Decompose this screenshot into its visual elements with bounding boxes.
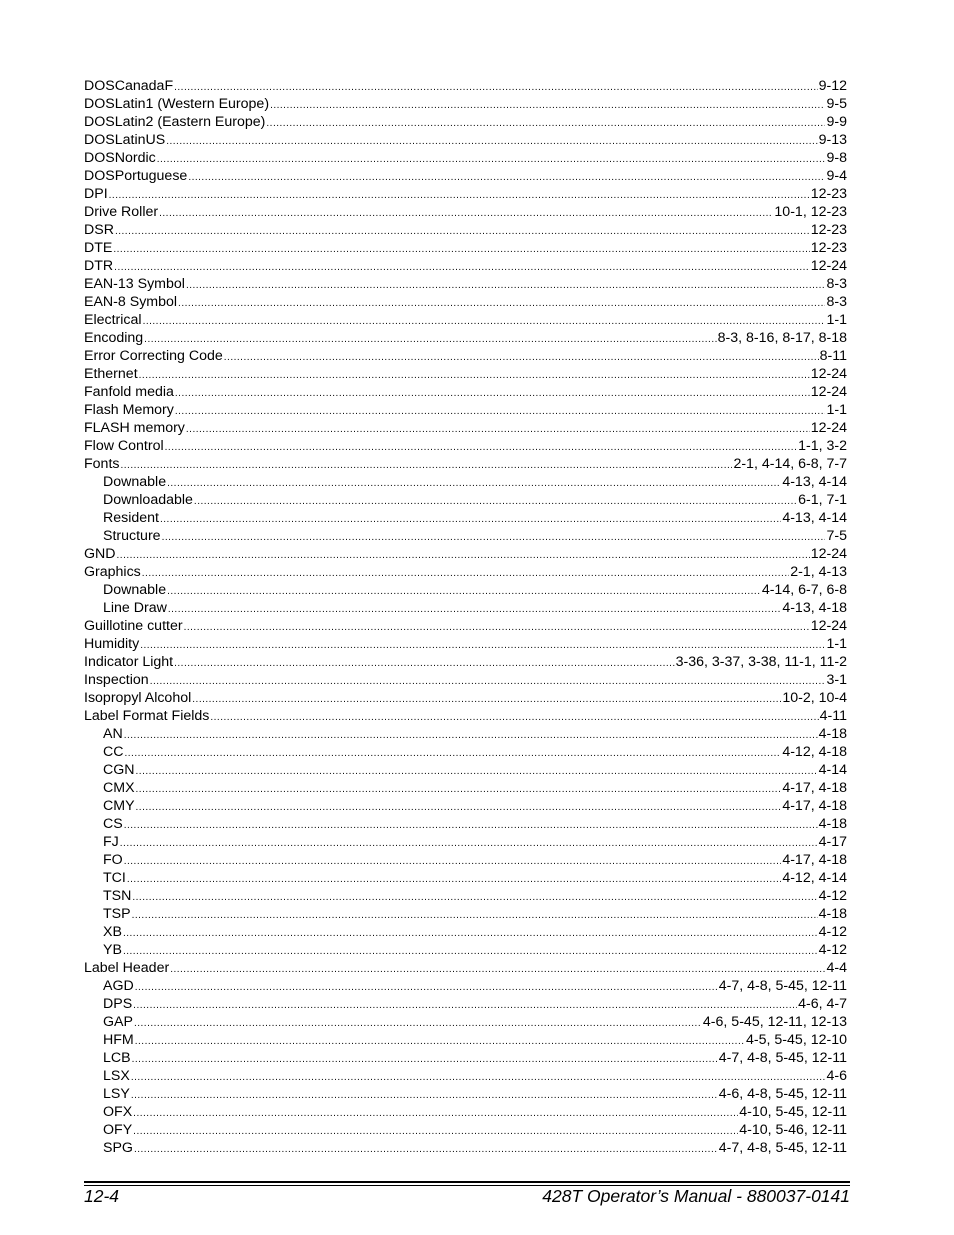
index-term: DOSNordic <box>84 150 156 166</box>
dot-leader <box>167 583 761 599</box>
dot-leader <box>117 547 810 563</box>
index-entry <box>84 239 847 257</box>
index-page-refs: 4-6, 4-7 <box>798 996 847 1012</box>
index-term: YB <box>103 942 122 958</box>
dot-leader <box>123 943 818 959</box>
index-entry <box>84 635 847 653</box>
index-subentry <box>84 797 847 815</box>
index-page-refs: 9-13 <box>818 132 847 148</box>
index-term: CGN <box>103 762 135 778</box>
dot-leader <box>133 997 797 1013</box>
dot-leader <box>175 403 826 419</box>
index-page-refs: 12-24 <box>810 618 847 634</box>
dot-leader <box>194 493 797 509</box>
index-entry <box>84 149 847 167</box>
index-entry <box>84 401 847 419</box>
index-term: DOSLatinUS <box>84 132 166 148</box>
index-page-refs: 12-24 <box>810 420 847 436</box>
index-entry <box>84 167 847 185</box>
index-entry <box>84 257 847 275</box>
index-page-refs: 4-13, 4-14 <box>782 510 847 526</box>
index-term: Electrical <box>84 312 142 328</box>
index-subentry <box>84 851 847 869</box>
index-page-refs: 9-5 <box>826 96 847 112</box>
index-page-refs: 12-23 <box>810 186 847 202</box>
index-subentry <box>84 509 847 527</box>
index-term: Resident <box>103 510 159 526</box>
index-term: CMX <box>103 780 135 796</box>
index-subentry <box>84 1139 847 1157</box>
index-term: DOSPortuguese <box>84 168 188 184</box>
index-term: TSP <box>103 906 131 922</box>
index-entry <box>84 95 847 113</box>
index-term: DOSLatin1 (Western Europe) <box>84 96 270 112</box>
index-entry <box>84 563 847 581</box>
dot-leader <box>131 1087 718 1103</box>
index-page-refs: 1-1 <box>826 312 847 328</box>
dot-leader <box>188 169 825 185</box>
index-page-refs: 4-17, 4-18 <box>782 852 847 868</box>
footer-page-number: 12-4 <box>84 1186 120 1206</box>
index-entry <box>84 311 847 329</box>
dot-leader <box>192 691 781 707</box>
dot-leader <box>162 529 826 545</box>
index-entry <box>84 77 847 95</box>
dot-leader <box>109 187 810 203</box>
index-entry <box>84 455 847 473</box>
index-subentry <box>84 1049 847 1067</box>
index-subentry <box>84 815 847 833</box>
index-entry <box>84 293 847 311</box>
dot-leader <box>166 133 817 149</box>
index-page-refs: 4-7, 4-8, 5-45, 12-11 <box>718 978 847 994</box>
index-term: GND <box>84 546 116 562</box>
index-page-refs: 1-1 <box>826 402 847 418</box>
index-entry <box>84 545 847 563</box>
index-subentry <box>84 761 847 779</box>
dot-leader <box>133 1105 738 1121</box>
dot-leader <box>124 727 818 743</box>
index-entry <box>84 275 847 293</box>
dot-leader <box>165 439 797 455</box>
index-term: XB <box>103 924 122 940</box>
index-term: CS <box>103 816 123 832</box>
index-page-refs: 1-1 <box>826 636 847 652</box>
index-page-refs: 4-12 <box>818 924 847 940</box>
index-page-refs: 4-12, 4-14 <box>782 870 847 886</box>
index-page-refs: 4-17 <box>818 834 847 850</box>
index-term: OFY <box>103 1122 133 1138</box>
index-page-refs: 2-1, 4-14, 6-8, 7-7 <box>733 456 847 472</box>
index-term: Fonts <box>84 456 120 472</box>
dot-leader <box>120 457 732 473</box>
index-page-refs: 4-18 <box>818 906 847 922</box>
index-entry <box>84 113 847 131</box>
index-subentry <box>84 1121 847 1139</box>
index-page-refs: 9-4 <box>826 168 847 184</box>
dot-leader <box>178 295 825 311</box>
index-subentry <box>84 779 847 797</box>
index-subentry <box>84 923 847 941</box>
index-term: Downloadable <box>103 492 193 508</box>
index-page-refs: 10-1, 12-23 <box>774 204 847 220</box>
dot-leader <box>125 745 782 761</box>
index-page-refs: 4-7, 4-8, 5-45, 12-11 <box>718 1140 847 1156</box>
index-page-refs: 4-6 <box>826 1068 847 1084</box>
dot-leader <box>136 763 818 779</box>
index-page-refs: 1-1, 3-2 <box>798 438 847 454</box>
dot-leader <box>142 565 789 581</box>
dot-leader <box>113 241 809 257</box>
index-term: AN <box>103 726 123 742</box>
index-entry <box>84 959 847 977</box>
index-subentry <box>84 887 847 905</box>
index-page-refs: 4-6, 4-8, 5-45, 12-11 <box>718 1086 847 1102</box>
dot-leader <box>139 367 810 383</box>
index-page-refs: 4-18 <box>818 726 847 742</box>
index-page-refs: 10-2, 10-4 <box>782 690 847 706</box>
index-term: Graphics <box>84 564 141 580</box>
index-subentry <box>84 833 847 851</box>
index-term: FO <box>103 852 123 868</box>
index-subentry <box>84 941 847 959</box>
index-term: DOSCanadaF <box>84 78 174 94</box>
index-page-refs: 8-3 <box>826 294 847 310</box>
dot-leader <box>175 385 810 401</box>
index-page-refs: 4-12 <box>818 888 847 904</box>
index-term: EAN-8 Symbol <box>84 294 178 310</box>
index-page-refs: 4-10, 5-45, 12-11 <box>739 1104 847 1120</box>
index-term: FJ <box>103 834 119 850</box>
index-term: DPI <box>84 186 108 202</box>
index-page-refs: 4-10, 5-46, 12-11 <box>739 1122 847 1138</box>
index-subentry <box>84 1013 847 1031</box>
index-term: TSN <box>103 888 132 904</box>
index-subentry <box>84 743 847 761</box>
index-subentry <box>84 473 847 491</box>
index-term: CMY <box>103 798 135 814</box>
footer-manual-title: 428T Operator’s Manual - 880037-0141 <box>542 1186 850 1206</box>
index-subentry <box>84 995 847 1013</box>
index-term: DOSLatin2 (Eastern Europe) <box>84 114 266 130</box>
index-term: DSR <box>84 222 114 238</box>
index-page-refs: 12-24 <box>810 546 847 562</box>
index-subentry <box>84 491 847 509</box>
index-term: Encoding <box>84 330 144 346</box>
index-subentry <box>84 977 847 995</box>
dot-leader <box>132 907 818 923</box>
index-entry <box>84 671 847 689</box>
index-entry <box>84 617 847 635</box>
dot-leader <box>224 349 819 365</box>
index-term: TCI <box>103 870 126 886</box>
dot-leader <box>132 889 817 905</box>
dot-leader <box>170 961 825 977</box>
index-subentry <box>84 1085 847 1103</box>
index-page-refs: 9-9 <box>826 114 847 130</box>
index-page-refs: 8-3, 8-16, 8-17, 8-18 <box>717 330 847 346</box>
dot-leader <box>184 619 810 635</box>
dot-leader <box>135 1033 745 1049</box>
index-subentry <box>84 1031 847 1049</box>
dot-leader <box>143 313 826 329</box>
index-page-refs: 6-1, 7-1 <box>798 492 847 508</box>
dot-leader <box>186 277 826 293</box>
index-entry <box>84 131 847 149</box>
index-page-refs: 4-17, 4-18 <box>782 798 847 814</box>
index-term: Error Correcting Code <box>84 348 223 364</box>
index-entry <box>84 365 847 383</box>
index-term: Structure <box>103 528 161 544</box>
index-term: HFM <box>103 1032 134 1048</box>
index-page-refs: 12-24 <box>810 258 847 274</box>
index-page-refs: 8-11 <box>819 348 847 364</box>
dot-leader <box>135 979 718 995</box>
footer-rule <box>84 1181 850 1183</box>
dot-leader <box>136 781 782 797</box>
index-term: EAN-13 Symbol <box>84 276 185 292</box>
index-term: CC <box>103 744 124 760</box>
index-entry <box>84 653 847 671</box>
dot-leader <box>157 151 826 167</box>
dot-leader <box>124 817 818 833</box>
index-term: Line Draw <box>103 600 167 616</box>
index-page-refs: 7-5 <box>826 528 847 544</box>
index-term: DTE <box>84 240 113 256</box>
index-term: OFX <box>103 1104 133 1120</box>
index-page-refs: 4-6, 5-45, 12-11, 12-13 <box>702 1014 847 1030</box>
dot-leader <box>136 799 782 815</box>
index-term: Flash Memory <box>84 402 174 418</box>
dot-leader <box>160 511 781 527</box>
index-page-refs: 3-1 <box>826 672 847 688</box>
index-page-refs: 12-23 <box>810 222 847 238</box>
dot-leader <box>150 673 826 689</box>
dot-leader <box>114 259 810 275</box>
dot-leader <box>140 637 825 653</box>
index-entry <box>84 347 847 365</box>
dot-leader <box>115 223 810 239</box>
index-term: DTR <box>84 258 114 274</box>
index-term: Downable <box>103 582 167 598</box>
index-page-refs: 12-24 <box>810 384 847 400</box>
index-subentry <box>84 869 847 887</box>
dot-leader <box>131 1069 826 1085</box>
index-term: LSX <box>103 1068 130 1084</box>
dot-leader <box>144 331 716 347</box>
index-page-refs: 12-23 <box>810 240 847 256</box>
index-page-refs: 4-13, 4-14 <box>782 474 847 490</box>
index-page-refs: 4-13, 4-18 <box>782 600 847 616</box>
index-term: Guillotine cutter <box>84 618 183 634</box>
index-page-refs: 4-7, 4-8, 5-45, 12-11 <box>718 1050 847 1066</box>
index-term: DPS <box>103 996 133 1012</box>
index-page-refs: 4-5, 5-45, 12-10 <box>746 1032 847 1048</box>
index-page-refs: 9-12 <box>818 78 847 94</box>
index-term: Label Format Fields <box>84 708 210 724</box>
dot-leader <box>123 925 818 941</box>
dot-leader <box>132 1051 718 1067</box>
index-page-refs: 4-11 <box>819 708 847 724</box>
index-page-refs: 4-4 <box>826 960 847 976</box>
index-term: Label Header <box>84 960 170 976</box>
index-entry <box>84 689 847 707</box>
index-term: Humidity <box>84 636 140 652</box>
index-term: Indicator Light <box>84 654 174 670</box>
dot-leader <box>266 115 825 131</box>
dot-leader <box>127 871 781 887</box>
index-subentry <box>84 599 847 617</box>
index-page-refs: 12-24 <box>810 366 847 382</box>
index-term: LCB <box>103 1050 131 1066</box>
index-term: Ethernet <box>84 366 138 382</box>
index-entry <box>84 419 847 437</box>
index-entry <box>84 329 847 347</box>
dot-leader <box>124 853 782 869</box>
index-term: Inspection <box>84 672 149 688</box>
index-subentry <box>84 581 847 599</box>
index-subentry <box>84 905 847 923</box>
index-page-refs: 2-1, 4-13 <box>790 564 847 580</box>
dot-leader <box>167 475 781 491</box>
index-page-refs: 4-12, 4-18 <box>782 744 847 760</box>
index-page-refs: 4-18 <box>818 816 847 832</box>
dot-leader <box>210 709 818 725</box>
index-entry <box>84 383 847 401</box>
index-term: SPG <box>103 1140 133 1156</box>
index-page-refs: 8-3 <box>826 276 847 292</box>
index-page-refs: 3-36, 3-37, 3-38, 11-1, 11-2 <box>675 654 847 670</box>
index-page-refs: 4-17, 4-18 <box>782 780 847 796</box>
index-term: Isopropyl Alcohol <box>84 690 192 706</box>
index-page-refs: 4-14 <box>818 762 847 778</box>
dot-leader <box>270 97 825 113</box>
index-page-refs: 4-14, 6-7, 6-8 <box>761 582 847 598</box>
index-term: Fanfold media <box>84 384 174 400</box>
index-term: GAP <box>103 1014 133 1030</box>
index-term: AGD <box>103 978 134 994</box>
index-term: Downable <box>103 474 167 490</box>
page-footer <box>84 1186 850 1207</box>
index-entry <box>84 203 847 221</box>
dot-leader <box>186 421 810 437</box>
index-entry <box>84 221 847 239</box>
dot-leader <box>134 1141 718 1157</box>
dot-leader <box>120 835 818 851</box>
index-term: FLASH memory <box>84 420 185 436</box>
index-subentry <box>84 1103 847 1121</box>
dot-leader <box>174 79 817 95</box>
index-list <box>84 77 847 1157</box>
index-term: Drive Roller <box>84 204 159 220</box>
dot-leader <box>159 205 773 221</box>
dot-leader <box>174 655 674 671</box>
dot-leader <box>133 1123 738 1139</box>
index-entry <box>84 437 847 455</box>
index-subentry <box>84 527 847 545</box>
index-page-refs: 4-12 <box>818 942 847 958</box>
index-subentry <box>84 1067 847 1085</box>
index-page-refs: 9-8 <box>826 150 847 166</box>
index-term: Flow Control <box>84 438 164 454</box>
index-subentry <box>84 725 847 743</box>
index-term: LSY <box>103 1086 130 1102</box>
dot-leader <box>134 1015 702 1031</box>
index-entry <box>84 707 847 725</box>
dot-leader <box>168 601 781 617</box>
index-entry <box>84 185 847 203</box>
